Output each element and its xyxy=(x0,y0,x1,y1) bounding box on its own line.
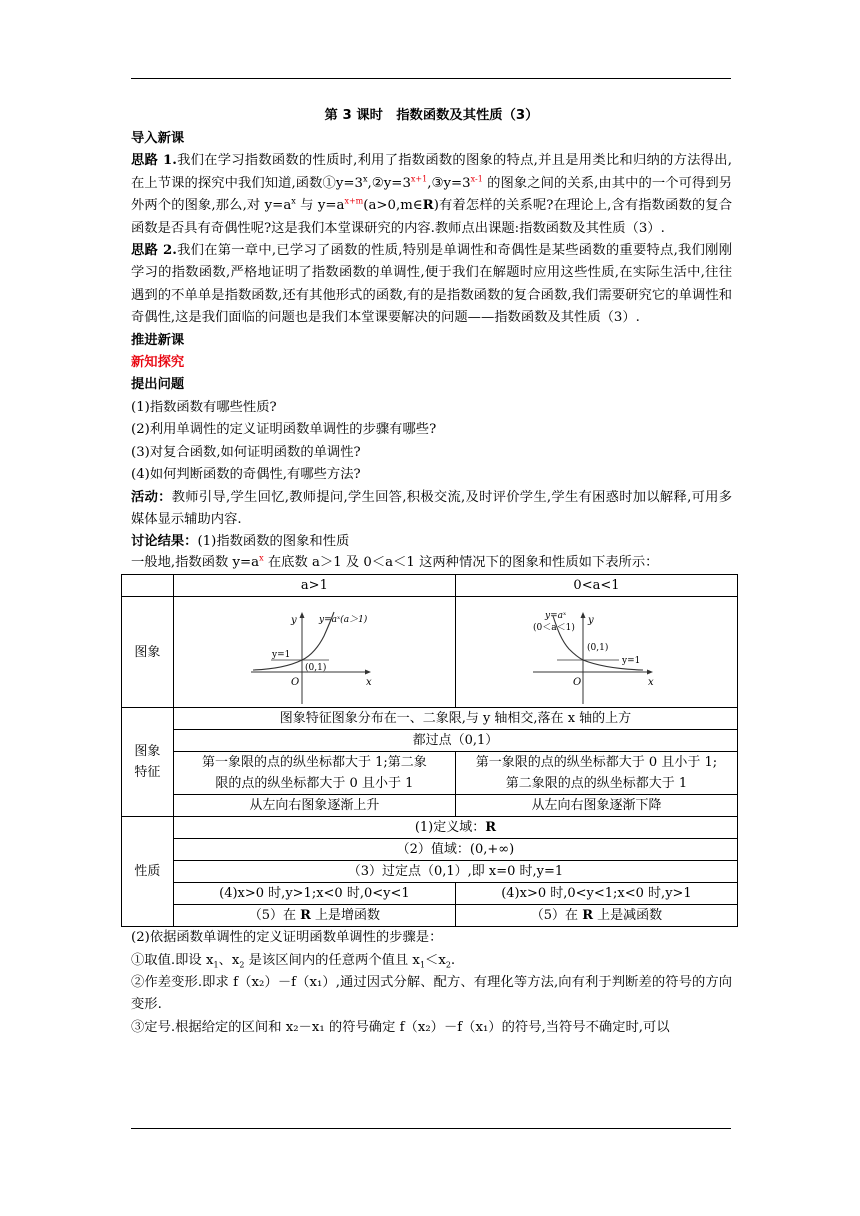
general-paragraph: 一般地,指数函数 $y=a^x$ 在底数 a＞1 及 0＜a＜1 这两种情况下的图象和性质如下表所示： xyxy=(131,553,659,570)
x-axis-label: x xyxy=(648,676,655,688)
table-row-feature-2 xyxy=(122,730,738,752)
question-4: (4)如何判断函数的奇偶性,有哪些方法? xyxy=(131,467,361,483)
question-2: (2)利用单调性的定义证明函数单调性的步骤有哪些? xyxy=(131,422,437,438)
section-questions: 提出问题 xyxy=(131,377,185,393)
steps-intro: (2)依据函数单调性的定义证明函数单调性的步骤是： xyxy=(131,930,443,946)
row-label-property: 性质 xyxy=(122,817,174,927)
y-axis-arrow xyxy=(300,612,305,618)
idea-1-label: 思路 1. xyxy=(131,153,177,169)
section-intro: 导入新课 xyxy=(131,131,185,146)
feature-left-trend: 从左向右图象逐渐上升 xyxy=(173,795,455,817)
curve-label: y=aˣ(a＞1) xyxy=(319,614,368,625)
section-advance: 推进新课 xyxy=(131,332,185,348)
x-axis-arrow xyxy=(647,669,653,674)
graph-decreasing-exponential xyxy=(531,602,661,706)
row-label-graph: 图象 xyxy=(122,597,174,708)
property-left-monotonic: （5）在 R 上是增函数 xyxy=(173,905,455,927)
document-body xyxy=(131,104,732,1039)
y1-label: y=1 xyxy=(272,649,291,660)
curve-label: y=aˣ xyxy=(545,610,567,621)
page-title: 第 3 课时 指数函数及其性质（3） xyxy=(324,108,539,123)
origin-label: O xyxy=(573,676,582,688)
curve-condition: (0＜a＜1) xyxy=(533,622,576,633)
point-label: (0,1) xyxy=(305,662,327,673)
header-a-between-0-1: 0<a<1 xyxy=(455,575,737,597)
step-2: ②作差变形.即求 f（x₂）－f（x₁）,通过因式分解、配方、有理化等方法,向有利于判断差的符号的方向变形. xyxy=(131,974,732,1013)
graph-cell-decreasing xyxy=(455,597,737,708)
property-right-monotonic: （5）在 R 上是减函数 xyxy=(455,905,737,927)
graph-cell-increasing xyxy=(173,597,455,708)
point-label: (0,1) xyxy=(587,642,609,653)
table-row-property-5 xyxy=(122,905,738,927)
step-1: ①取值.即设 $x_1$、$x_2$ 是该区间内的任意两个值且 $x_1<x_2$. xyxy=(131,952,456,970)
y1-label: y=1 xyxy=(622,655,641,666)
table-row-feature-3 xyxy=(122,752,738,795)
table-row-property-1 xyxy=(122,817,738,839)
table-header-row xyxy=(122,575,738,597)
row-label-feature: 图象 特征 xyxy=(122,708,174,817)
x-axis-label: x xyxy=(366,676,373,688)
property-domain: (1)定义域：R xyxy=(173,817,737,839)
discussion-paragraph: 讨论结果：(1)指数函数的图象和性质 xyxy=(131,534,350,550)
activity-paragraph: 活动：教师引导,学生回忆,教师提问,学生回答,积极交流,及时评价学生,学生有困惑时加以解释,可用多媒体显示辅助内容. xyxy=(131,489,732,527)
idea-2-paragraph: 思路 2.我们在第一章中,已学习了函数的性质,特别是单调性和奇偶性是某些函数的重要特点,我们刚刚学习的指数函数,严格地证明了指数函数的单调性,便于我们在解题时应用这些性质,在实际生活中,往往遇到的不单单是指数函数,还有其他形式的函数,有的是指数函数的复合函数,我们需要研究它的单调性和奇偶性,这是我们面临的问题也是我们本堂课要解决的问题——指数函数及其性质（3）. xyxy=(131,243,732,326)
step-3: ③定号.根据给定的区间和 x₂－x₁ 的符号确定 f（x₂）－f（x₁）的符号,当符号不确定时,可以 xyxy=(131,1019,670,1035)
table-row-graph xyxy=(122,597,738,708)
feature-common-2: 都过点（0,1） xyxy=(173,730,737,752)
idea-2-label: 思路 2. xyxy=(131,243,177,259)
origin-label: O xyxy=(291,676,300,688)
property-range: （2）值域：(0,+∞) xyxy=(173,839,737,861)
x-axis-arrow xyxy=(365,669,371,674)
table-row-property-2 xyxy=(122,839,738,861)
graph-increasing-exponential xyxy=(249,602,379,706)
y-axis-arrow xyxy=(581,612,586,618)
footer-rule xyxy=(131,1128,731,1129)
property-fixed-point: （3）过定点（0,1）,即 x=0 时,y=1 xyxy=(173,861,737,883)
header-rule xyxy=(131,78,731,79)
idea-1-paragraph: 思路 1.我们在学习指数函数的性质时,利用了指数函数的图象的特点,并且是用类比和归纳的方法得出,在上节课的探究中我们知道,函数$①y=3^x,②y=3^{x+1},③y=3^{x-1}$ 的图象之间的关系,由其中的一个可得到另外两个的图象,那么,对 $y=a^x$ 与 $y=a^{x+m}(a>0,m\in R)$有着怎样的关系呢?在理论上,含有指数函数的复合函数是否具有奇偶性呢?这是我们本堂课研究的内容.教师点出课题:指数函数及其性质（3）. xyxy=(131,153,733,236)
table-corner xyxy=(122,575,174,597)
property-left-values: (4)x>0 时,y>1;x<0 时,0<y<1 xyxy=(173,883,455,905)
table-row-feature-1 xyxy=(122,708,738,730)
question-3: (3)对复合函数,如何证明函数的单调性? xyxy=(131,444,361,460)
table-row-property-4 xyxy=(122,883,738,905)
feature-right-quadrant: 第一象限的点的纵坐标都大于 0 且小于 1; 第二象限的点的纵坐标都大于 1 xyxy=(455,752,737,795)
exponential-properties-table xyxy=(121,574,738,927)
table-row-feature-4 xyxy=(122,795,738,817)
property-right-values: (4)x>0 时,0<y<1;x<0 时,y>1 xyxy=(455,883,737,905)
header-a-greater-1: a>1 xyxy=(173,575,455,597)
feature-left-quadrant: 第一象限的点的纵坐标都大于 1;第二象 限的点的纵坐标都大于 0 且小于 1 xyxy=(173,752,455,795)
table-row-property-3 xyxy=(122,861,738,883)
y-axis-label: y xyxy=(291,614,298,626)
y-axis-label: y xyxy=(588,614,595,626)
section-explore: 新知探究 xyxy=(131,355,185,371)
discussion-label: 讨论结果： xyxy=(131,534,198,550)
question-1: (1)指数函数有哪些性质? xyxy=(131,399,277,415)
feature-common-1: 图象特征图象分布在一、二象限,与 y 轴相交,落在 x 轴的上方 xyxy=(173,708,737,730)
feature-right-trend: 从左向右图象逐渐下降 xyxy=(455,795,737,817)
activity-label: 活动： xyxy=(131,489,172,505)
